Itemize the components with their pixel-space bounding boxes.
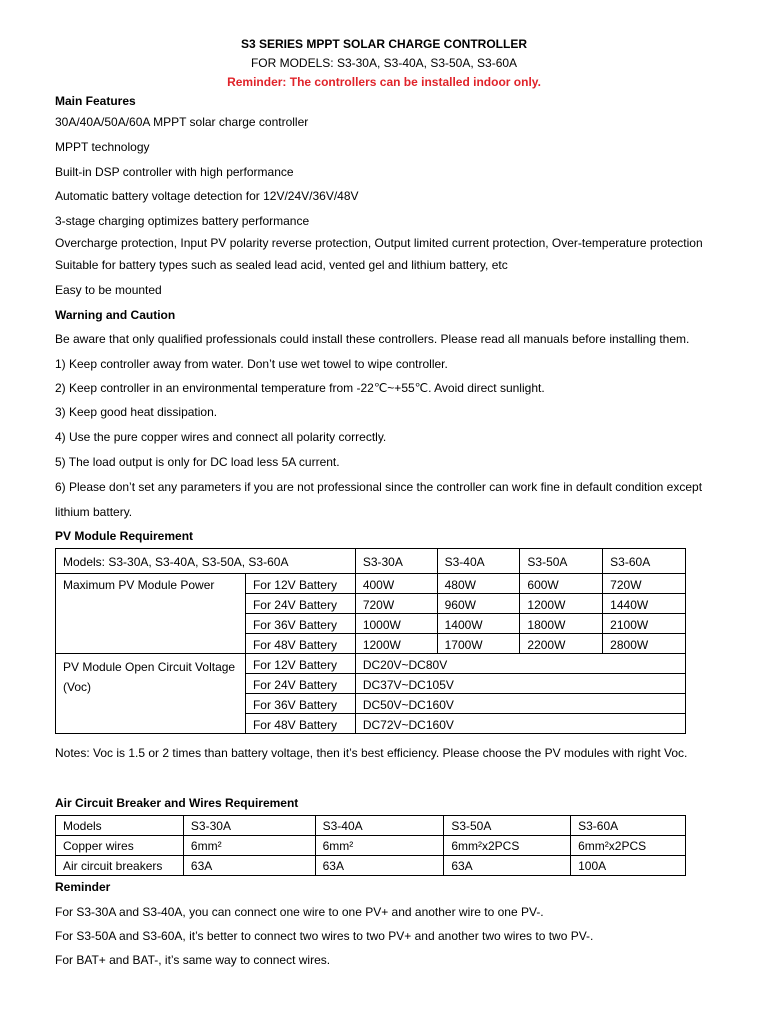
table-cell: Air circuit breakers	[56, 856, 184, 876]
warning-item: 4) Use the pure copper wires and connect all polarity correctly.	[55, 430, 387, 444]
table-cell: 63A	[183, 856, 315, 876]
feature-item: Automatic battery voltage detection for 12V/24V/36V/48V	[55, 189, 359, 203]
table-cell: 1200W	[355, 634, 437, 654]
table-cell: 1800W	[520, 614, 603, 634]
pv-requirement-table	[55, 548, 686, 734]
table-cell: S3-30A	[355, 549, 437, 574]
voc-label-cell	[56, 654, 246, 734]
table-cell: S3-60A	[571, 816, 686, 836]
table-cell: 1440W	[603, 594, 686, 614]
table-cell: 6mm²x2PCS	[571, 836, 686, 856]
table-cell: S3-40A	[315, 816, 444, 836]
table-cell: Maximum PV Module Power	[56, 574, 246, 654]
warning-item: 6) Please don’t set any parameters if you are not professional since the controller can work fine in default condition except	[55, 480, 703, 494]
table-cell: For 12V Battery	[245, 654, 355, 674]
table-cell: S3-30A	[183, 816, 315, 836]
main-features-heading: Main Features	[55, 94, 136, 108]
feature-item: Overcharge protection, Input PV polarity reverse protection, Output limited current protection, Over-temperature protection	[55, 236, 703, 250]
warning-item: 1) Keep controller away from water. Don’t use wet towel to wipe controller.	[55, 357, 448, 371]
table-cell: Models: S3-30A, S3-40A, S3-50A, S3-60A	[56, 549, 356, 574]
pv-requirement-heading: PV Module Requirement	[55, 529, 194, 543]
table-cell: 100A	[571, 856, 686, 876]
table-cell: For 48V Battery	[245, 714, 355, 734]
table-cell: 1400W	[437, 614, 520, 634]
table-cell: 720W	[603, 574, 686, 594]
table-cell: 1700W	[437, 634, 520, 654]
warning-heading: Warning and Caution	[55, 308, 176, 322]
table-cell: Models	[56, 816, 184, 836]
table-cell: 1200W	[520, 594, 603, 614]
reminder-item: For S3-30A and S3-40A, you can connect one wire to one PV+ and another wire to one PV-.	[55, 905, 544, 919]
warning-item: 2) Keep controller in an environmental temperature from -22℃~+55℃. Avoid direct sunlight.	[55, 381, 545, 395]
voc-label-line: (Voc)	[63, 680, 92, 694]
pv-notes: Notes: Voc is 1.5 or 2 times than battery voltage, then it’s best efficiency. Please choose the PV modules with right Voc.	[55, 746, 688, 760]
feature-item: Built-in DSP controller with high performance	[55, 165, 294, 179]
table-cell: Copper wires	[56, 836, 184, 856]
indoor-reminder: Reminder: The controllers can be installed indoor only.	[227, 75, 541, 89]
table-cell: DC72V~DC160V	[355, 714, 685, 734]
table-cell: S3-40A	[437, 549, 520, 574]
table-cell: DC50V~DC160V	[355, 694, 685, 714]
air-breaker-table	[55, 815, 686, 876]
table-cell: 63A	[315, 856, 444, 876]
feature-item: Suitable for battery types such as sealed lead acid, vented gel and lithium battery, etc	[55, 258, 508, 272]
table-row	[56, 836, 686, 856]
table-cell: For 36V Battery	[245, 614, 355, 634]
table-cell: For 24V Battery	[245, 594, 355, 614]
table-cell: 600W	[520, 574, 603, 594]
table-cell: 960W	[437, 594, 520, 614]
table-cell: DC20V~DC80V	[355, 654, 685, 674]
warning-item: 5) The load output is only for DC load less 5A current.	[55, 455, 340, 469]
table-cell: For 48V Battery	[245, 634, 355, 654]
table-row	[56, 574, 686, 594]
reminder-item: For BAT+ and BAT-, it’s same way to connect wires.	[55, 953, 331, 967]
models-subtitle: FOR MODELS: S3-30A, S3-40A, S3-50A, S3-60A	[250, 56, 518, 70]
feature-item: 3-stage charging optimizes battery performance	[55, 214, 310, 228]
table-cell: For 36V Battery	[245, 694, 355, 714]
table-cell: S3-50A	[520, 549, 603, 574]
air-breaker-heading: Air Circuit Breaker and Wires Requirement	[55, 796, 299, 810]
voc-label-line: PV Module Open Circuit Voltage	[63, 660, 236, 674]
warning-item: 3) Keep good heat dissipation.	[55, 405, 218, 419]
table-cell: 480W	[437, 574, 520, 594]
table-cell: 6mm²	[183, 836, 315, 856]
reminder-heading: Reminder	[55, 880, 111, 894]
table-row	[56, 856, 686, 876]
table-cell: 2200W	[520, 634, 603, 654]
table-cell: DC37V~DC105V	[355, 674, 685, 694]
table-cell: For 12V Battery	[245, 574, 355, 594]
table-cell: 720W	[355, 594, 437, 614]
table-cell: 6mm²	[315, 836, 444, 856]
warning-item: lithium battery.	[55, 505, 133, 519]
table-cell: 2100W	[603, 614, 686, 634]
table-cell: 400W	[355, 574, 437, 594]
feature-item: MPPT technology	[55, 140, 150, 154]
warning-intro: Be aware that only qualified professionals could install these controllers. Please read all manuals before installing them.	[55, 332, 690, 346]
table-cell: 1000W	[355, 614, 437, 634]
table-row	[56, 549, 686, 574]
table-cell: 2800W	[603, 634, 686, 654]
table-cell: For 24V Battery	[245, 674, 355, 694]
document-title: S3 SERIES MPPT SOLAR CHARGE CONTROLLER	[240, 37, 528, 51]
table-row	[56, 816, 686, 836]
table-cell: 63A	[444, 856, 571, 876]
reminder-item: For S3-50A and S3-60A, it’s better to connect two wires to two PV+ and another two wires to two PV-.	[55, 929, 594, 943]
table-row	[56, 654, 686, 674]
feature-item: 30A/40A/50A/60A MPPT solar charge controller	[55, 115, 309, 129]
table-cell: 6mm²x2PCS	[444, 836, 571, 856]
table-cell: S3-50A	[444, 816, 571, 836]
feature-item: Easy to be mounted	[55, 283, 162, 297]
table-cell: S3-60A	[603, 549, 686, 574]
